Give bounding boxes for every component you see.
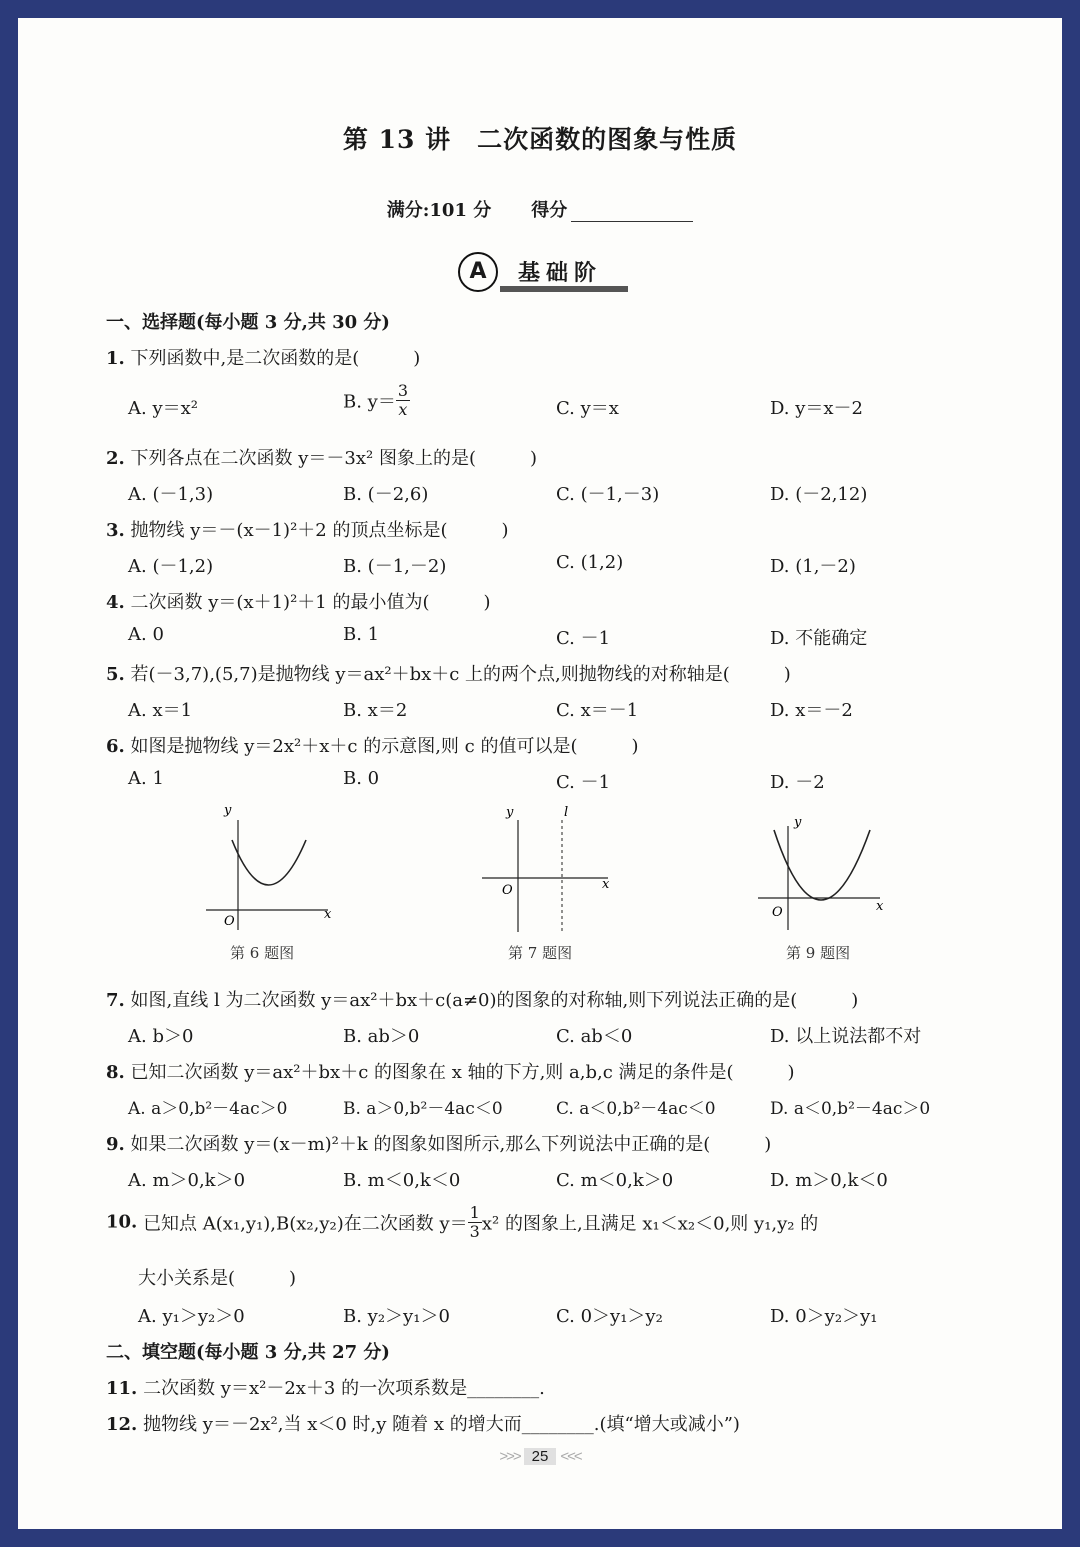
figure-9	[758, 800, 918, 940]
level-label: 基础阶	[518, 260, 603, 286]
q10-option-b: B. y₂＞y₁＞0	[343, 1306, 450, 1327]
q7-option-b: B. ab＞0	[343, 1026, 420, 1047]
question-4: 4. 二次函数 y＝(x＋1)²＋1 的最小值为( )	[106, 592, 491, 613]
q3-option-b: B. (－1,－2)	[343, 556, 447, 577]
q9-option-d: D. m＞0,k＜0	[770, 1170, 888, 1191]
level-underline	[500, 286, 628, 292]
right-arrows-icon: <<<	[560, 1448, 581, 1465]
question-1: 1. 下列函数中,是二次函数的是( )	[106, 348, 421, 369]
figure-9-caption: 第 9 题图	[786, 944, 851, 962]
q3-option-d: D. (1,－2)	[770, 556, 856, 577]
q1-option-a: A. y＝x²	[128, 398, 198, 419]
q4-option-b: B. 1	[343, 624, 380, 645]
q8-option-a: A. a＞0,b²－4ac＞0	[128, 1099, 288, 1119]
question-5: 5. 若(－3,7),(5,7)是抛物线 y＝ax²＋bx＋c 上的两个点,则抛物线的对称轴是( )	[106, 664, 791, 685]
fig9-y-label: y	[794, 815, 802, 830]
q2-option-d: D. (－2,12)	[770, 484, 868, 505]
q10-option-c: C. 0＞y₁＞y₂	[556, 1306, 663, 1327]
fig6-x-label: x	[324, 907, 332, 922]
q10-option-a: A. y₁＞y₂＞0	[138, 1306, 245, 1327]
figure-6	[198, 800, 358, 940]
q9-option-b: B. m＜0,k＜0	[343, 1170, 461, 1191]
question-12: 12. 抛物线 y＝－2x²,当 x＜0 时,y 随着 x 的增大而________.(填“增大或减小”)	[106, 1414, 740, 1435]
score-line	[18, 196, 1062, 222]
score-label: 得分	[531, 200, 568, 221]
question-6: 6. 如图是抛物线 y＝2x²＋x＋c 的示意图,则 c 的值可以是( )	[106, 736, 639, 757]
fig7-l-label: l	[564, 805, 569, 820]
question-10: 10. 已知点 A(x₁,y₁),B(x₂,y₂)在二次函数 y＝ $\frac{1}{3}$ x² 的图象上,且满足 x₁＜x₂＜0,则 y₁,y₂ 的	[106, 1203, 819, 1241]
fig7-origin-label: O	[502, 883, 513, 898]
question-3: 3. 抛物线 y＝－(x－1)²＋2 的顶点坐标是( )	[106, 520, 509, 541]
q6-option-a: A. 1	[128, 768, 164, 789]
fig9-x-label: x	[876, 899, 884, 914]
q4-option-a: A. 0	[128, 624, 164, 645]
q8-option-c: C. a＜0,b²－4ac＜0	[556, 1099, 716, 1119]
q6-option-c: C. －1	[556, 772, 611, 793]
score-blank	[571, 203, 693, 222]
q5-option-a: A. x＝1	[128, 700, 193, 721]
fig7-y-label: y	[506, 805, 514, 820]
fig6-y-label: y	[224, 803, 232, 818]
fig6-parabola	[232, 840, 306, 885]
page-number: 25	[524, 1448, 557, 1465]
q8-option-d: D. a＜0,b²－4ac＞0	[770, 1099, 931, 1119]
q2-option-a: A. (－1,3)	[128, 484, 214, 505]
fig6-origin-label: O	[224, 914, 235, 929]
page-number-footer	[18, 1448, 1062, 1465]
q10-option-d: D. 0＞y₂＞y₁	[770, 1306, 878, 1327]
question-10-line2: 大小关系是( )	[138, 1268, 297, 1289]
q10-fraction: $\frac{1}{3}$	[469, 1203, 480, 1241]
q3-option-c: C. (1,2)	[556, 552, 624, 573]
q4-option-d: D. 不能确定	[770, 628, 868, 649]
q1-option-c: C. y＝x	[556, 398, 619, 419]
question-2: 2. 下列各点在二次函数 y＝－3x² 图象上的是( )	[106, 448, 538, 469]
level-badge: A	[458, 252, 498, 292]
q5-option-c: C. x＝－1	[556, 700, 639, 721]
q6-option-d: D. －2	[770, 772, 825, 793]
q1-option-d: D. y＝x－2	[770, 398, 864, 419]
figure-7	[478, 800, 638, 940]
q9-option-c: C. m＜0,k＞0	[556, 1170, 674, 1191]
q5-option-b: B. x＝2	[343, 700, 408, 721]
q2-option-c: C. (－1,－3)	[556, 484, 660, 505]
q6-option-b: B. 0	[343, 768, 380, 789]
q7-option-c: C. ab＜0	[556, 1026, 633, 1047]
fig9-origin-label: O	[772, 905, 783, 920]
q2-option-b: B. (－2,6)	[343, 484, 429, 505]
q1-option-b: B. y＝ $\frac{3}{x}$	[343, 381, 409, 419]
q8-option-b: B. a＞0,b²－4ac＜0	[343, 1099, 503, 1119]
figure-6-caption: 第 6 题图	[230, 944, 295, 962]
full-score: 满分:101 分	[386, 200, 492, 221]
page-title: 第 13 讲 二次函数的图象与性质	[342, 125, 738, 154]
question-11: 11. 二次函数 y＝x²－2x＋3 的一次项系数是________.	[106, 1378, 545, 1399]
section-fill-heading: 二、填空题(每小题 3 分,共 27 分)	[106, 1342, 390, 1363]
q9-option-a: A. m＞0,k＞0	[128, 1170, 246, 1191]
worksheet-page	[18, 18, 1062, 1529]
question-8: 8. 已知二次函数 y＝ax²＋bx＋c 的图象在 x 轴的下方,则 a,b,c 满足的条件是( )	[106, 1062, 795, 1083]
q4-option-c: C. －1	[556, 628, 611, 649]
q3-option-a: A. (－1,2)	[128, 556, 214, 577]
question-9: 9. 如果二次函数 y＝(x－m)²＋k 的图象如图所示,那么下列说法中正确的是( )	[106, 1134, 772, 1155]
q7-option-a: A. b＞0	[128, 1026, 194, 1047]
fig7-x-label: x	[602, 877, 610, 892]
figure-7-caption: 第 7 题图	[508, 944, 573, 962]
question-7: 7. 如图,直线 l 为二次函数 y＝ax²＋bx＋c(a≠0)的图象的对称轴,则下列说法正确的是( )	[106, 990, 859, 1011]
q7-option-d: D. 以上说法都不对	[770, 1026, 922, 1047]
left-arrows-icon: >>>	[499, 1448, 520, 1465]
section-choice-heading: 一、选择题(每小题 3 分,共 30 分)	[106, 312, 390, 333]
q5-option-d: D. x＝－2	[770, 700, 853, 721]
